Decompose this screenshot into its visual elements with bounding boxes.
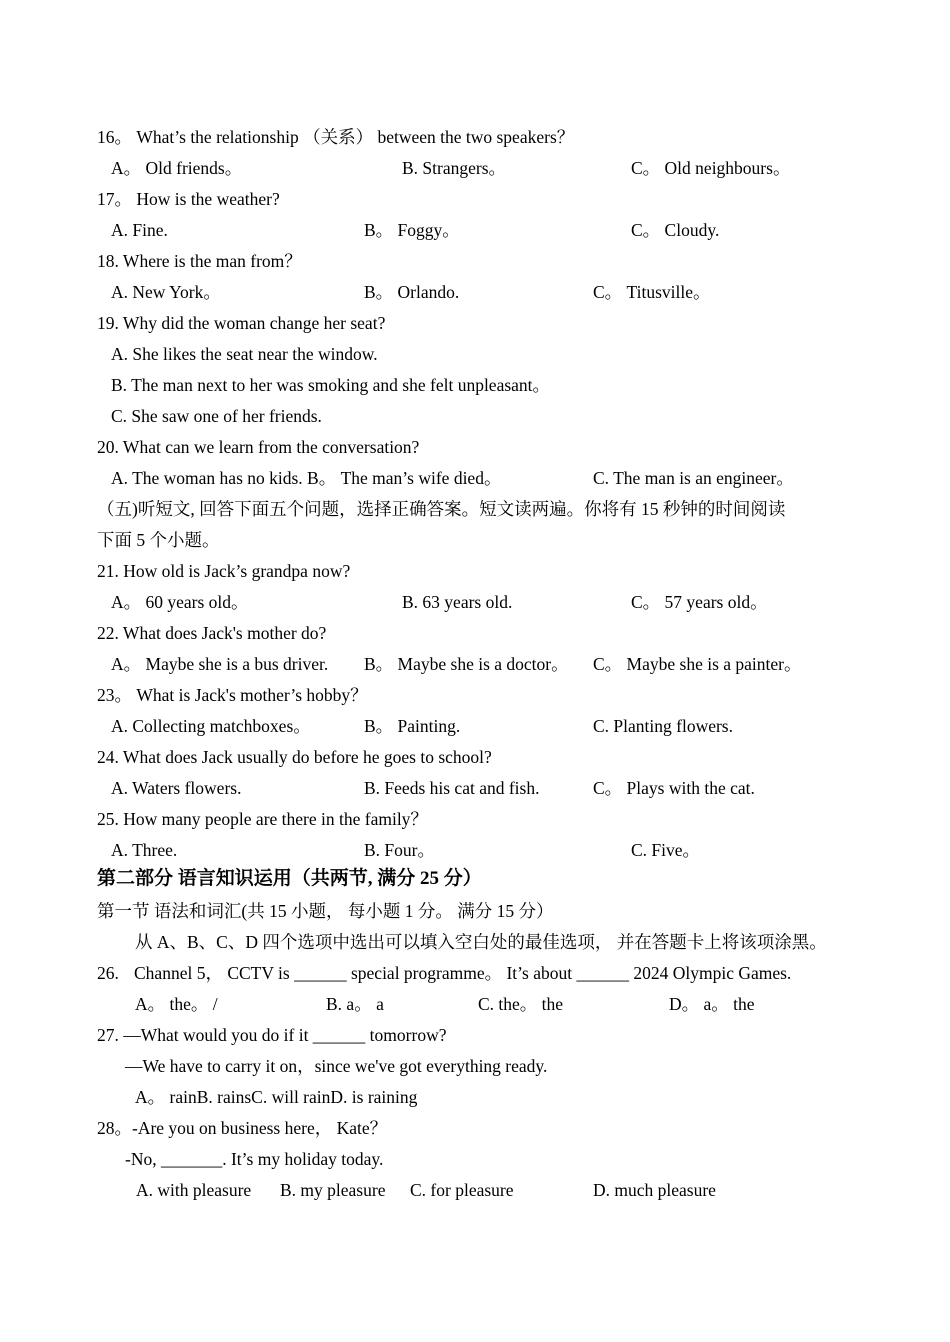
question-26-stem: Channel 5， CCTV is ______ special programme。 It’s about ______ 2024 Olympic Games. <box>134 963 792 983</box>
question-16-stem: 16。 What’s the relationship （关系） between the two speakers？ <box>97 127 575 147</box>
question-22-stem: 22. What does Jack's mother do? <box>97 623 327 643</box>
question-25-stem: 25. How many people are there in the family？ <box>97 809 428 829</box>
q28-option-b: B. my pleasure <box>280 1180 386 1200</box>
question-26-number: 26. <box>97 963 119 983</box>
question-17-stem: 17。 How is the weather? <box>97 189 280 209</box>
question-21-stem: 21. How old is Jack’s grandpa now? <box>97 561 351 581</box>
q26-option-d: D。 a。 the <box>669 994 755 1014</box>
q26-option-c: C. the。 the <box>478 994 564 1014</box>
question-24-stem: 24. What does Jack usually do before he goes to school? <box>97 747 492 767</box>
q19-option-a: A. She likes the seat near the window. <box>111 344 378 364</box>
q23-option-a: A. Collecting matchboxes。 <box>111 716 311 736</box>
q17-option-c: C。 Cloudy. <box>631 220 720 240</box>
q22-option-a: A。 Maybe she is a bus driver. <box>111 654 329 674</box>
question-23-stem: 23。 What is Jack's mother’s hobby？ <box>97 685 368 705</box>
q24-option-a: A. Waters flowers. <box>111 778 242 798</box>
question-18-stem: 18. Where is the man from？ <box>97 251 302 271</box>
part-2-title: 第二部分 语言知识运用（共两节, 满分 25 分） <box>97 868 482 889</box>
q20-option-c: C. The man is an engineer。 <box>593 468 794 488</box>
q16-option-c: C。 Old neighbours。 <box>631 158 791 178</box>
q17-option-b: B。 Foggy。 <box>364 220 460 240</box>
question-19-stem: 19. Why did the woman change her seat? <box>97 313 386 333</box>
q24-option-b: B. Feeds his cat and fish. <box>364 778 540 798</box>
q24-option-c: C。 Plays with the cat. <box>593 778 755 798</box>
q28-option-a: A. with pleasure <box>136 1180 252 1200</box>
q21-option-a: A。 60 years old。 <box>111 592 249 612</box>
question-20-stem: 20. What can we learn from the conversation? <box>97 437 420 457</box>
q19-option-b: B. The man next to her was smoking and she felt unpleasant。 <box>111 375 551 395</box>
q26-option-b: B. a。 a <box>326 994 384 1014</box>
q25-option-a: A. Three. <box>111 840 178 860</box>
q25-option-c: C. Five。 <box>631 840 701 860</box>
section-5-instruction-line1: （五)听短文, 回答下面五个问题，选择正确答案。短文读两遍。你将有 15 秒钟的时间阅读 <box>97 499 786 519</box>
q27-options: A。 rainB. rainsC. will rainD. is raining <box>135 1087 418 1107</box>
q28-option-c: C. for pleasure <box>410 1180 514 1200</box>
q28-option-d: D. much pleasure <box>593 1180 716 1200</box>
q16-option-a: A。 Old friends。 <box>111 158 243 178</box>
q16-option-b: B. Strangers。 <box>402 158 507 178</box>
section-1-title: 第一节 语法和词汇(共 15 小题， 每小题 1 分。 满分 15 分） <box>97 901 554 921</box>
q22-option-c: C。 Maybe she is a painter。 <box>593 654 802 674</box>
question-27-stem: 27. —What would you do if it ______ tomorrow? <box>97 1025 447 1045</box>
part-2-instruction: 从 A、B、C、D 四个选项中选出可以填入空白处的最佳选项， 并在答题卡上将该项涂黑。 <box>135 932 827 952</box>
q18-option-c: C。 Titusville。 <box>593 282 711 302</box>
q26-option-a: A。 the。 / <box>135 994 218 1014</box>
q23-option-b: B。 Painting. <box>364 716 461 736</box>
question-28-stem: 28。-Are you on business here， Kate？ <box>97 1118 388 1138</box>
question-27-response: —We have to carry it on，since we've got everything ready. <box>125 1056 548 1076</box>
q20-option-a-b: A. The woman has no kids. B。 The man’s wife died。 <box>111 468 502 488</box>
q21-option-b: B. 63 years old. <box>402 592 513 612</box>
q18-option-a: A. New York。 <box>111 282 221 302</box>
question-28-response: -No, _______. It’s my holiday today. <box>125 1149 384 1169</box>
section-5-instruction-line2: 下面 5 个小题。 <box>97 530 220 550</box>
q23-option-c: C. Planting flowers. <box>593 716 733 736</box>
q25-option-b: B. Four。 <box>364 840 435 860</box>
q21-option-c: C。 57 years old。 <box>631 592 768 612</box>
q19-option-c: C. She saw one of her friends. <box>111 406 322 426</box>
q18-option-b: B。 Orlando. <box>364 282 460 302</box>
q17-option-a: A. Fine. <box>111 220 168 240</box>
q22-option-b: B。 Maybe she is a doctor。 <box>364 654 569 674</box>
